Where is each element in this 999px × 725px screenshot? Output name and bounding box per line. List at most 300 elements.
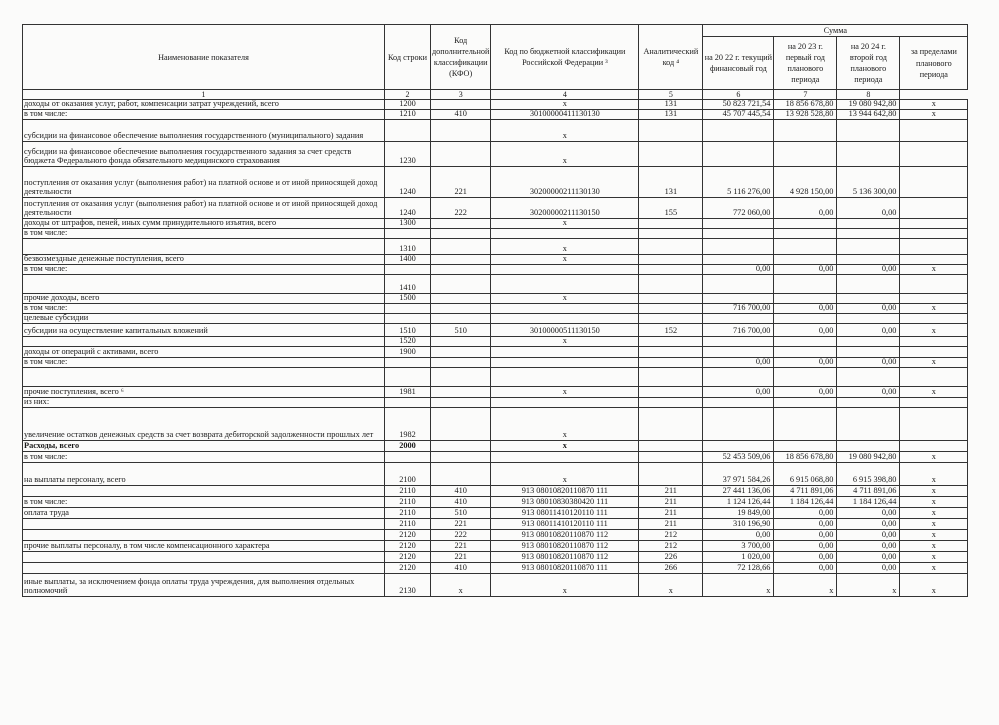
amount-current-year-cell bbox=[703, 254, 774, 264]
budget-code-cell: x bbox=[491, 386, 639, 397]
amount-beyond-plan-cell: x bbox=[900, 323, 968, 336]
column-number: 6 bbox=[703, 90, 774, 100]
budget-code-cell: 913 08010820110870 111 bbox=[491, 562, 639, 573]
analytic-code-cell: 211 bbox=[639, 507, 703, 518]
row-code-cell: 2120 bbox=[385, 562, 431, 573]
amount-plan-year2-cell: x bbox=[837, 573, 900, 596]
table-row bbox=[23, 562, 968, 573]
amount-plan-year1-cell: 18 856 678,80 bbox=[774, 451, 837, 462]
column-number: 3 bbox=[431, 90, 491, 100]
header-kbk: Код по бюджетной классификации Российской Федерации ³ bbox=[491, 25, 639, 90]
table-row bbox=[23, 100, 968, 110]
indicator-name-cell bbox=[23, 551, 385, 562]
kfo-cell: 410 bbox=[431, 110, 491, 120]
analytic-code-cell bbox=[639, 313, 703, 323]
amount-beyond-plan-cell: x bbox=[900, 462, 968, 485]
amount-plan-year2-cell bbox=[837, 293, 900, 303]
amount-beyond-plan-cell: x bbox=[900, 451, 968, 462]
row-code-cell: 2120 bbox=[385, 529, 431, 540]
indicator-name-cell: иные выплаты, за исключением фонда оплаты труда учреждения, для выполнения отдельных полномочий bbox=[23, 573, 385, 596]
kfo-cell bbox=[431, 386, 491, 397]
indicator-name-cell: прочие доходы, всего bbox=[23, 293, 385, 303]
amount-beyond-plan-cell bbox=[900, 228, 968, 238]
row-code-cell: 1900 bbox=[385, 346, 431, 357]
column-number: 7 bbox=[774, 90, 837, 100]
budget-code-cell: 30200000211130130 bbox=[491, 166, 639, 197]
amount-plan-year1-cell bbox=[774, 346, 837, 357]
amount-beyond-plan-cell: x bbox=[900, 529, 968, 540]
amount-plan-year2-cell: 0,00 bbox=[837, 551, 900, 562]
table-row bbox=[23, 496, 968, 507]
amount-beyond-plan-cell: x bbox=[900, 303, 968, 313]
indicator-name-cell: прочие выплаты персоналу, в том числе компенсационного характера bbox=[23, 540, 385, 551]
amount-plan-year1-cell bbox=[774, 407, 837, 440]
budget-code-cell bbox=[491, 228, 639, 238]
amount-current-year-cell: 5 116 276,00 bbox=[703, 166, 774, 197]
budget-code-cell: 913 08011410120110 111 bbox=[491, 507, 639, 518]
amount-plan-year2-cell: 0,00 bbox=[837, 562, 900, 573]
kfo-cell bbox=[431, 397, 491, 407]
analytic-code-cell: 155 bbox=[639, 197, 703, 218]
budget-code-cell: x bbox=[491, 238, 639, 254]
amount-current-year-cell bbox=[703, 346, 774, 357]
indicator-name-cell bbox=[23, 274, 385, 293]
amount-beyond-plan-cell bbox=[900, 397, 968, 407]
row-code-cell: 1510 bbox=[385, 323, 431, 336]
amount-current-year-cell: 0,00 bbox=[703, 386, 774, 397]
row-code-cell: 1310 bbox=[385, 238, 431, 254]
amount-current-year-cell bbox=[703, 119, 774, 141]
kfo-cell bbox=[431, 440, 491, 451]
amount-plan-year1-cell: 0,00 bbox=[774, 507, 837, 518]
amount-current-year-cell bbox=[703, 313, 774, 323]
analytic-code-cell bbox=[639, 254, 703, 264]
header-name: Наименование показателя bbox=[23, 25, 385, 90]
kfo-cell: 510 bbox=[431, 323, 491, 336]
amount-beyond-plan-cell bbox=[900, 440, 968, 451]
budget-code-cell: x bbox=[491, 293, 639, 303]
row-code-cell bbox=[385, 228, 431, 238]
budget-code-cell: x bbox=[491, 573, 639, 596]
amount-beyond-plan-cell bbox=[900, 218, 968, 228]
kfo-cell bbox=[431, 228, 491, 238]
table-row bbox=[23, 228, 968, 238]
kfo-cell: 221 bbox=[431, 540, 491, 551]
budget-code-cell: 913 08010820110870 111 bbox=[491, 485, 639, 496]
amount-beyond-plan-cell bbox=[900, 367, 968, 386]
amount-plan-year2-cell: 0,00 bbox=[837, 323, 900, 336]
amount-plan-year1-cell: 0,00 bbox=[774, 323, 837, 336]
amount-plan-year2-cell bbox=[837, 119, 900, 141]
column-number: 5 bbox=[639, 90, 703, 100]
amount-plan-year2-cell bbox=[837, 397, 900, 407]
budget-code-cell: 30100000411130130 bbox=[491, 110, 639, 120]
table-row bbox=[23, 303, 968, 313]
amount-beyond-plan-cell bbox=[900, 313, 968, 323]
amount-beyond-plan-cell bbox=[900, 166, 968, 197]
amount-plan-year2-cell bbox=[837, 274, 900, 293]
budget-code-cell: x bbox=[491, 218, 639, 228]
analytic-code-cell bbox=[639, 451, 703, 462]
budget-code-cell: 913 08010830380420 111 bbox=[491, 496, 639, 507]
amount-plan-year2-cell: 19 080 942,80 bbox=[837, 451, 900, 462]
analytic-code-cell bbox=[639, 407, 703, 440]
amount-plan-year2-cell: 0,00 bbox=[837, 357, 900, 367]
indicator-name-cell: поступления от оказания услуг (выполнения работ) на платной основе и от иной приносящей доход деятельности bbox=[23, 166, 385, 197]
amount-current-year-cell bbox=[703, 274, 774, 293]
kfo-cell: 222 bbox=[431, 197, 491, 218]
table-row bbox=[23, 197, 968, 218]
budget-code-cell bbox=[491, 367, 639, 386]
kfo-cell: 221 bbox=[431, 551, 491, 562]
amount-plan-year1-cell: 13 928 528,80 bbox=[774, 110, 837, 120]
table-row bbox=[23, 451, 968, 462]
table-row bbox=[23, 313, 968, 323]
kfo-cell bbox=[431, 100, 491, 110]
indicator-name-cell: субсидии на финансовое обеспечение выполнения государственного задания за счет средств бюджета Федерального фонда обязательного медицинского страхования bbox=[23, 141, 385, 166]
amount-plan-year2-cell: 0,00 bbox=[837, 507, 900, 518]
amount-current-year-cell bbox=[703, 397, 774, 407]
budget-code-cell: x bbox=[491, 462, 639, 485]
amount-current-year-cell bbox=[703, 141, 774, 166]
analytic-code-cell bbox=[639, 274, 703, 293]
analytic-code-cell: 211 bbox=[639, 485, 703, 496]
amount-current-year-cell: 72 128,66 bbox=[703, 562, 774, 573]
indicator-name-cell: субсидии на осуществление капитальных вложений bbox=[23, 323, 385, 336]
indicator-name-cell bbox=[23, 336, 385, 346]
amount-plan-year1-cell bbox=[774, 367, 837, 386]
amount-plan-year2-cell: 13 944 642,80 bbox=[837, 110, 900, 120]
amount-current-year-cell bbox=[703, 407, 774, 440]
amount-plan-year1-cell: x bbox=[774, 573, 837, 596]
budget-code-cell: x bbox=[491, 141, 639, 166]
amount-plan-year2-cell bbox=[837, 218, 900, 228]
header-kfo: Код дополнительной классификации (КФО) bbox=[431, 25, 491, 90]
indicator-name-cell: на выплаты персоналу, всего bbox=[23, 462, 385, 485]
kfo-cell bbox=[431, 238, 491, 254]
analytic-code-cell bbox=[639, 386, 703, 397]
amount-current-year-cell: 0,00 bbox=[703, 529, 774, 540]
amount-plan-year2-cell: 0,00 bbox=[837, 303, 900, 313]
amount-plan-year1-cell: 4 928 150,00 bbox=[774, 166, 837, 197]
table-row bbox=[23, 264, 968, 274]
amount-plan-year2-cell: 0,00 bbox=[837, 197, 900, 218]
analytic-code-cell: 152 bbox=[639, 323, 703, 336]
analytic-code-cell: 266 bbox=[639, 562, 703, 573]
row-code-cell: 1300 bbox=[385, 218, 431, 228]
row-code-cell: 1500 bbox=[385, 293, 431, 303]
table-row bbox=[23, 507, 968, 518]
amount-plan-year1-cell bbox=[774, 274, 837, 293]
kfo-cell: 510 bbox=[431, 507, 491, 518]
analytic-code-cell bbox=[639, 218, 703, 228]
amount-plan-year1-cell bbox=[774, 293, 837, 303]
indicator-name-cell: увеличение остатков денежных средств за счет возврата дебиторской задолженности прошлых лет bbox=[23, 407, 385, 440]
kfo-cell bbox=[431, 367, 491, 386]
analytic-code-cell bbox=[639, 228, 703, 238]
header-code-row: Код строки bbox=[385, 25, 431, 90]
kfo-cell bbox=[431, 141, 491, 166]
analytic-code-cell bbox=[639, 238, 703, 254]
amount-beyond-plan-cell bbox=[900, 274, 968, 293]
amount-plan-year1-cell: 0,00 bbox=[774, 529, 837, 540]
analytic-code-cell bbox=[639, 293, 703, 303]
table-row bbox=[23, 274, 968, 293]
table-header bbox=[23, 25, 968, 100]
kfo-cell bbox=[431, 407, 491, 440]
row-code-cell: 1200 bbox=[385, 100, 431, 110]
budget-code-cell: 30100000511130150 bbox=[491, 323, 639, 336]
row-code-cell: 2100 bbox=[385, 462, 431, 485]
indicator-name-cell: в том числе: bbox=[23, 303, 385, 313]
indicator-name-cell: целевые субсидии bbox=[23, 313, 385, 323]
kfo-cell bbox=[431, 346, 491, 357]
amount-plan-year2-cell bbox=[837, 313, 900, 323]
amount-current-year-cell bbox=[703, 367, 774, 386]
indicator-name-cell: в том числе: bbox=[23, 496, 385, 507]
budget-code-cell: x bbox=[491, 407, 639, 440]
analytic-code-cell bbox=[639, 367, 703, 386]
column-number: 2 bbox=[385, 90, 431, 100]
row-code-cell: 2130 bbox=[385, 573, 431, 596]
analytic-code-cell: 226 bbox=[639, 551, 703, 562]
table-row bbox=[23, 323, 968, 336]
amount-plan-year1-cell: 4 711 891,06 bbox=[774, 485, 837, 496]
amount-plan-year1-cell: 0,00 bbox=[774, 357, 837, 367]
kfo-cell bbox=[431, 462, 491, 485]
amount-beyond-plan-cell bbox=[900, 346, 968, 357]
amount-beyond-plan-cell: x bbox=[900, 562, 968, 573]
amount-plan-year2-cell bbox=[837, 440, 900, 451]
indicator-name-cell: доходы от штрафов, пеней, иных сумм принудительного изъятия, всего bbox=[23, 218, 385, 228]
kfo-cell bbox=[431, 451, 491, 462]
amount-plan-year1-cell bbox=[774, 218, 837, 228]
amount-beyond-plan-cell: x bbox=[900, 110, 968, 120]
amount-plan-year2-cell bbox=[837, 407, 900, 440]
amount-beyond-plan-cell: x bbox=[900, 264, 968, 274]
amount-beyond-plan-cell: x bbox=[900, 573, 968, 596]
budget-code-cell: 913 08011410120110 111 bbox=[491, 518, 639, 529]
amount-plan-year1-cell bbox=[774, 141, 837, 166]
kfo-cell bbox=[431, 336, 491, 346]
amount-plan-year1-cell: 1 184 126,44 bbox=[774, 496, 837, 507]
amount-plan-year2-cell bbox=[837, 336, 900, 346]
amount-plan-year1-cell: 0,00 bbox=[774, 562, 837, 573]
indicator-name-cell: доходы от оказания услуг, работ, компенсации затрат учреждений, всего bbox=[23, 100, 385, 110]
amount-plan-year1-cell: 0,00 bbox=[774, 386, 837, 397]
row-code-cell: 1230 bbox=[385, 141, 431, 166]
table-row bbox=[23, 529, 968, 540]
table-row bbox=[23, 485, 968, 496]
row-code-cell bbox=[385, 367, 431, 386]
table-row bbox=[23, 336, 968, 346]
analytic-code-cell: 211 bbox=[639, 496, 703, 507]
amount-beyond-plan-cell bbox=[900, 293, 968, 303]
amount-plan-year1-cell bbox=[774, 228, 837, 238]
kfo-cell: 221 bbox=[431, 166, 491, 197]
amount-plan-year1-cell bbox=[774, 119, 837, 141]
table-row bbox=[23, 141, 968, 166]
amount-plan-year1-cell bbox=[774, 254, 837, 264]
amount-current-year-cell bbox=[703, 440, 774, 451]
table-row bbox=[23, 346, 968, 357]
row-code-cell: 2120 bbox=[385, 540, 431, 551]
amount-plan-year2-cell: 1 184 126,44 bbox=[837, 496, 900, 507]
amount-current-year-cell bbox=[703, 228, 774, 238]
indicator-name-cell bbox=[23, 238, 385, 254]
amount-beyond-plan-cell: x bbox=[900, 496, 968, 507]
table-row bbox=[23, 407, 968, 440]
column-number: 8 bbox=[837, 90, 900, 100]
analytic-code-cell bbox=[639, 303, 703, 313]
amount-beyond-plan-cell: x bbox=[900, 100, 968, 110]
amount-plan-year1-cell bbox=[774, 397, 837, 407]
amount-beyond-plan-cell: x bbox=[900, 540, 968, 551]
table-row bbox=[23, 238, 968, 254]
row-code-cell bbox=[385, 303, 431, 313]
analytic-code-cell: 212 bbox=[639, 540, 703, 551]
kfo-cell: 221 bbox=[431, 518, 491, 529]
row-code-cell: 2110 bbox=[385, 518, 431, 529]
table-row bbox=[23, 293, 968, 303]
row-code-cell: 2110 bbox=[385, 485, 431, 496]
amount-current-year-cell: 19 849,00 bbox=[703, 507, 774, 518]
row-code-cell: 1210 bbox=[385, 110, 431, 120]
amount-current-year-cell: 1 124 126,44 bbox=[703, 496, 774, 507]
kfo-cell bbox=[431, 119, 491, 141]
amount-beyond-plan-cell: x bbox=[900, 485, 968, 496]
budget-code-cell bbox=[491, 397, 639, 407]
amount-plan-year1-cell: 0,00 bbox=[774, 551, 837, 562]
table-row bbox=[23, 218, 968, 228]
budget-code-cell: 913 08010820110870 112 bbox=[491, 551, 639, 562]
row-code-cell: 1240 bbox=[385, 166, 431, 197]
budget-code-cell bbox=[491, 303, 639, 313]
amount-beyond-plan-cell bbox=[900, 141, 968, 166]
amount-beyond-plan-cell bbox=[900, 336, 968, 346]
table-row bbox=[23, 397, 968, 407]
table-row bbox=[23, 440, 968, 451]
header-year-plan1: на 20 23 г. первый год планового периода bbox=[774, 37, 837, 90]
row-code-cell bbox=[385, 451, 431, 462]
table-body bbox=[23, 100, 968, 597]
indicator-name-cell: в том числе: bbox=[23, 264, 385, 274]
amount-plan-year1-cell: 0,00 bbox=[774, 303, 837, 313]
budget-code-cell bbox=[491, 357, 639, 367]
amount-beyond-plan-cell bbox=[900, 254, 968, 264]
row-code-cell: 1400 bbox=[385, 254, 431, 264]
table-row bbox=[23, 462, 968, 485]
row-code-cell: 2110 bbox=[385, 507, 431, 518]
header-column-numbers bbox=[23, 90, 968, 100]
amount-current-year-cell bbox=[703, 336, 774, 346]
budget-code-cell: x bbox=[491, 100, 639, 110]
analytic-code-cell: 131 bbox=[639, 166, 703, 197]
financial-plan-table bbox=[22, 24, 968, 597]
header-beyond-plan: за пределами планового периода bbox=[900, 37, 968, 90]
header-year-current: на 20 22 г. текущий финансовый год bbox=[703, 37, 774, 90]
analytic-code-cell: 211 bbox=[639, 518, 703, 529]
row-code-cell bbox=[385, 397, 431, 407]
indicator-name-cell: в том числе: bbox=[23, 228, 385, 238]
indicator-name-cell: оплата труда bbox=[23, 507, 385, 518]
analytic-code-cell: 212 bbox=[639, 529, 703, 540]
row-code-cell: 1520 bbox=[385, 336, 431, 346]
kfo-cell: x bbox=[431, 573, 491, 596]
column-number: 1 bbox=[23, 90, 385, 100]
analytic-code-cell bbox=[639, 264, 703, 274]
analytic-code-cell bbox=[639, 462, 703, 485]
header-analytic: Аналитический код ⁴ bbox=[639, 25, 703, 90]
table-row bbox=[23, 357, 968, 367]
amount-current-year-cell: 50 823 721,54 bbox=[703, 100, 774, 110]
amount-plan-year1-cell bbox=[774, 440, 837, 451]
amount-current-year-cell bbox=[703, 238, 774, 254]
amount-current-year-cell: 0,00 bbox=[703, 264, 774, 274]
amount-plan-year2-cell bbox=[837, 254, 900, 264]
kfo-cell bbox=[431, 254, 491, 264]
table-row bbox=[23, 110, 968, 120]
kfo-cell bbox=[431, 293, 491, 303]
row-code-cell: 1240 bbox=[385, 197, 431, 218]
analytic-code-cell: 131 bbox=[639, 110, 703, 120]
table-row bbox=[23, 540, 968, 551]
indicator-name-cell: из них: bbox=[23, 397, 385, 407]
amount-plan-year1-cell bbox=[774, 336, 837, 346]
indicator-name-cell: доходы от операций с активами, всего bbox=[23, 346, 385, 357]
kfo-cell bbox=[431, 313, 491, 323]
budget-code-cell: x bbox=[491, 119, 639, 141]
budget-code-cell bbox=[491, 313, 639, 323]
budget-code-cell bbox=[491, 274, 639, 293]
amount-current-year-cell: 772 060,00 bbox=[703, 197, 774, 218]
row-code-cell bbox=[385, 313, 431, 323]
indicator-name-cell: Расходы, всего bbox=[23, 440, 385, 451]
budget-code-cell bbox=[491, 451, 639, 462]
indicator-name-cell: поступления от оказания услуг (выполнения работ) на платной основе и от иной приносящей доход деятельности bbox=[23, 197, 385, 218]
financial-plan-table-area bbox=[22, 24, 968, 597]
indicator-name-cell: безвозмездные денежные поступления, всего bbox=[23, 254, 385, 264]
amount-current-year-cell bbox=[703, 293, 774, 303]
amount-plan-year1-cell bbox=[774, 313, 837, 323]
table-row bbox=[23, 551, 968, 562]
amount-plan-year2-cell bbox=[837, 238, 900, 254]
amount-current-year-cell: 716 700,00 bbox=[703, 323, 774, 336]
amount-beyond-plan-cell: x bbox=[900, 386, 968, 397]
row-code-cell bbox=[385, 357, 431, 367]
budget-code-cell bbox=[491, 264, 639, 274]
amount-plan-year1-cell: 18 856 678,80 bbox=[774, 100, 837, 110]
row-code-cell: 1981 bbox=[385, 386, 431, 397]
amount-plan-year2-cell bbox=[837, 367, 900, 386]
indicator-name-cell bbox=[23, 529, 385, 540]
amount-current-year-cell: 3 700,00 bbox=[703, 540, 774, 551]
analytic-code-cell bbox=[639, 141, 703, 166]
amount-plan-year2-cell: 6 915 398,80 bbox=[837, 462, 900, 485]
table-row bbox=[23, 573, 968, 596]
kfo-cell: 410 bbox=[431, 562, 491, 573]
table-row bbox=[23, 518, 968, 529]
amount-plan-year2-cell: 19 080 942,80 bbox=[837, 100, 900, 110]
indicator-name-cell bbox=[23, 518, 385, 529]
indicator-name-cell bbox=[23, 562, 385, 573]
kfo-cell bbox=[431, 264, 491, 274]
amount-plan-year2-cell: 0,00 bbox=[837, 540, 900, 551]
amount-current-year-cell: 27 441 136,06 bbox=[703, 485, 774, 496]
budget-code-cell bbox=[491, 346, 639, 357]
amount-plan-year1-cell: 0,00 bbox=[774, 518, 837, 529]
row-code-cell bbox=[385, 264, 431, 274]
